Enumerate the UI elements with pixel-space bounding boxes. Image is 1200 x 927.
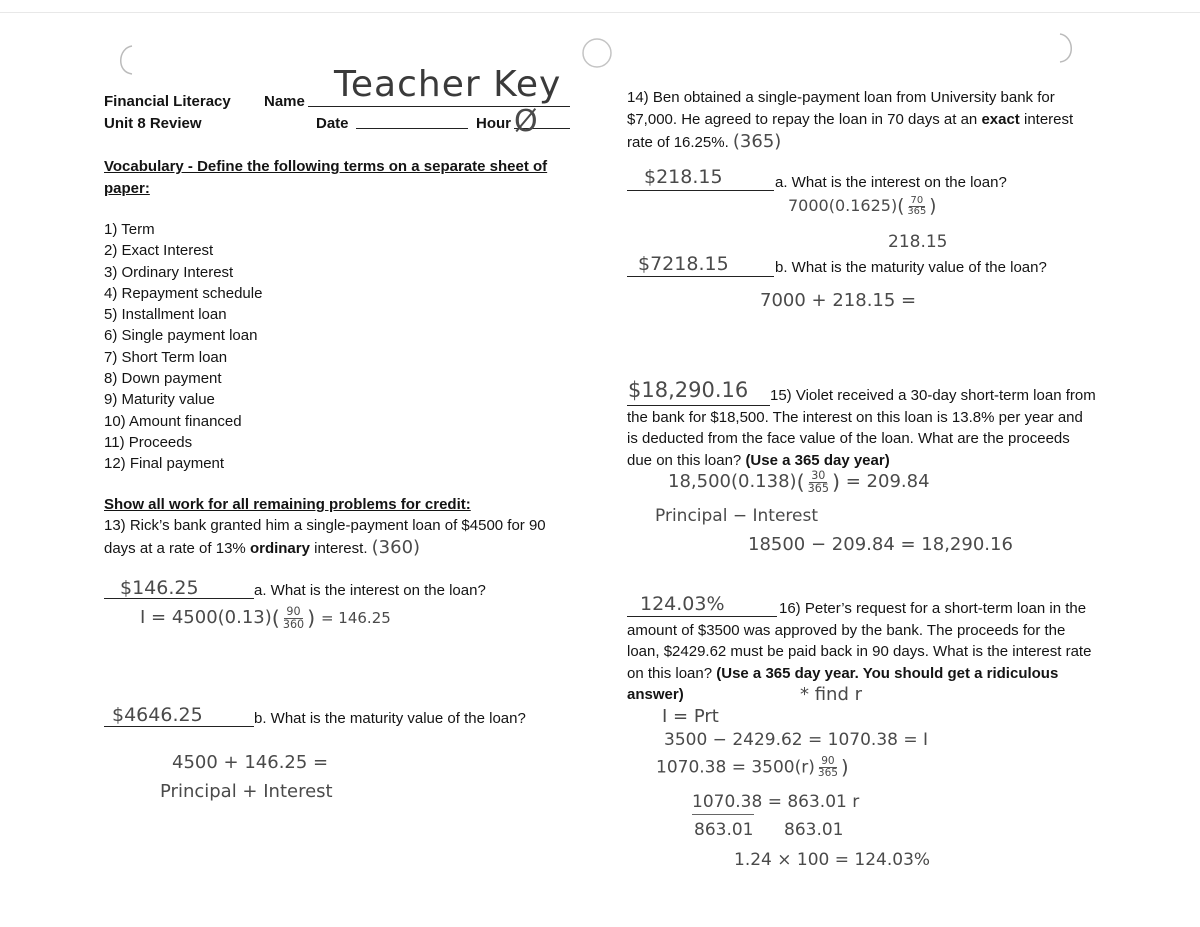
fraction	[905, 196, 928, 217]
fraction-numerator: 70	[910, 195, 924, 207]
q16-answer: 124.03%	[640, 593, 725, 615]
q14-text-after: interest rate of 16.25%.	[627, 111, 1074, 151]
q14b-work: 7000 + 218.15 =	[760, 290, 917, 311]
q13a-answer: $146.25	[120, 577, 199, 599]
q16-bold-note: (Use a 365 day year. You should get a ridiculous answer)	[627, 664, 1059, 703]
q13-text-after: interest.	[314, 540, 368, 557]
q14a-work	[788, 196, 936, 217]
fraction	[806, 470, 831, 493]
q15-work1-suffix: = 209.84	[845, 471, 930, 492]
fraction-denominator: 360	[282, 617, 305, 631]
q15-text	[627, 385, 1097, 471]
q16-work3-prefix: 1070.38 = 3500(r)	[656, 757, 815, 778]
q16-work-line1: I = Prt	[662, 706, 719, 727]
q14b-question: b. What is the maturity value of the loan?	[775, 259, 1047, 276]
vocab-term: 8) Down payment	[104, 370, 222, 388]
q14a-question: a. What is the interest on the loan?	[775, 174, 1007, 191]
vocab-term: 9) Maturity value	[104, 391, 215, 409]
paren-close: )	[929, 196, 937, 217]
q15-work1-prefix: 18,500(0.138)	[668, 471, 797, 492]
vocab-term: 4) Repayment schedule	[104, 284, 263, 302]
q16-work-line5a: 863.01	[694, 820, 754, 840]
hour-label: Hour	[476, 115, 511, 132]
q13a-work-suffix: = 146.25	[320, 609, 391, 627]
q15-text-body: 15) Violet received a 30-day short-term loan from the bank for $18,500. The interest on this loan is 13.8% per year and is deducted from the face value of the loan. What are the proceeds due on this loan?	[627, 387, 1096, 469]
q15-bold-note: (Use a 365 day year)	[745, 451, 890, 469]
fraction	[816, 756, 840, 778]
paren-open: (	[897, 196, 905, 217]
fraction	[281, 606, 306, 629]
binder-hole-right	[1056, 30, 1080, 66]
q15-work-line2: Principal − Interest	[655, 506, 819, 526]
q13b-blank	[104, 726, 254, 727]
fraction-denominator: 365	[817, 767, 838, 779]
q16-work-line4: 1070.38 = 863.01 r	[692, 792, 860, 812]
vocab-heading: Vocabulary - Define the following terms on a separate sheet of paper:	[104, 158, 548, 197]
q13-bold-word: ordinary	[249, 540, 310, 557]
paren-close: )	[307, 606, 316, 630]
work-heading: Show all work for all remaining problems for credit:	[104, 496, 471, 513]
q16-hw-note: * find r	[800, 684, 863, 705]
date-label: Date	[316, 115, 349, 132]
fraction-numerator: 30	[811, 469, 826, 483]
hour-handwritten: Ø	[514, 104, 538, 139]
q14b-blank	[627, 276, 774, 277]
q16-work-line2: 3500 − 2429.62 = 1070.38 = I	[664, 730, 929, 750]
q14a-blank	[627, 190, 774, 191]
q14-bold-word: exact	[981, 111, 1020, 128]
q13b-work-line1: 4500 + 146.25 =	[172, 752, 329, 773]
q13-text	[104, 515, 574, 560]
q13b-answer: $4646.25	[112, 704, 203, 726]
paren-close: )	[831, 470, 841, 494]
q13a-work	[140, 606, 391, 630]
q15-answer: $18,290.16	[628, 378, 749, 402]
paren-open: (	[271, 606, 280, 630]
fraction-denominator: 365	[907, 206, 927, 217]
q14-hw-note: (365)	[732, 131, 782, 152]
q15-work-line3: 18500 − 209.84 = 18,290.16	[748, 534, 1013, 555]
q14a-work-result: 218.15	[888, 232, 948, 252]
binder-hole-center	[580, 36, 614, 70]
paren-close: )	[840, 756, 849, 779]
fraction-denominator: 365	[807, 481, 829, 495]
vocab-term: 3) Ordinary Interest	[104, 263, 234, 281]
q15-work-line1	[668, 470, 930, 494]
q13-text-before: 13) Rick’s bank granted him a single-payment loan of $4500 for 90 days at a rate of 13%	[104, 517, 546, 557]
q16-work-line3	[656, 756, 849, 779]
q13b-question: b. What is the maturity value of the loan?	[254, 710, 526, 727]
vocab-term: 12) Final payment	[104, 455, 225, 473]
q14-text	[627, 87, 1097, 154]
paren-open: (	[796, 470, 805, 494]
q13-hw-note: (360)	[371, 537, 421, 558]
vocab-term: 2) Exact Interest	[104, 242, 214, 260]
q16-work-underline	[692, 814, 754, 815]
q14a-answer: $218.15	[644, 166, 723, 188]
q13a-work-prefix: I = 4500(0.13)	[140, 607, 272, 628]
q16-work-line5b: 863.01	[784, 820, 844, 840]
name-label: Name	[264, 93, 305, 110]
vocab-term: 11) Proceeds	[104, 433, 193, 451]
q14-text-before: 14) Ben obtained a single-payment loan from University bank for $7,000. He agreed to repay the loan in 70 days at an	[627, 89, 1055, 128]
vocab-term: 7) Short Term loan	[104, 348, 228, 366]
fraction-numerator: 90	[286, 605, 301, 619]
fraction-numerator: 90	[821, 755, 835, 768]
vocab-list	[104, 219, 262, 475]
course-title: Financial Literacy	[104, 93, 231, 110]
q16-work-line6: 1.24 × 100 = 124.03%	[734, 850, 931, 870]
vocab-term: 1) Term	[104, 221, 155, 238]
date-blank	[356, 128, 468, 129]
vocab-term: 10) Amount financed	[104, 412, 242, 430]
q13b-work-line2: Principal + Interest	[160, 781, 333, 802]
scan-top-rule	[0, 12, 1200, 13]
unit-title: Unit 8 Review	[104, 115, 202, 132]
q14b-answer: $7218.15	[638, 253, 729, 275]
name-handwritten: Teacher Key	[334, 64, 562, 105]
q14a-work-prefix: 7000(0.1625)	[788, 196, 898, 215]
binder-hole-left	[112, 42, 136, 78]
vocab-term: 6) Single payment loan	[104, 327, 258, 345]
q13a-question: a. What is the interest on the loan?	[254, 582, 486, 599]
q16-text-body: 16) Peter’s request for a short-term loan in the amount of $3500 was approved by the bank. The proceeds for the loan, $2429.62 must be paid back in 90 days. What is the interest rate on this loan?	[627, 600, 1092, 682]
vocab-term: 5) Installment loan	[104, 306, 227, 324]
